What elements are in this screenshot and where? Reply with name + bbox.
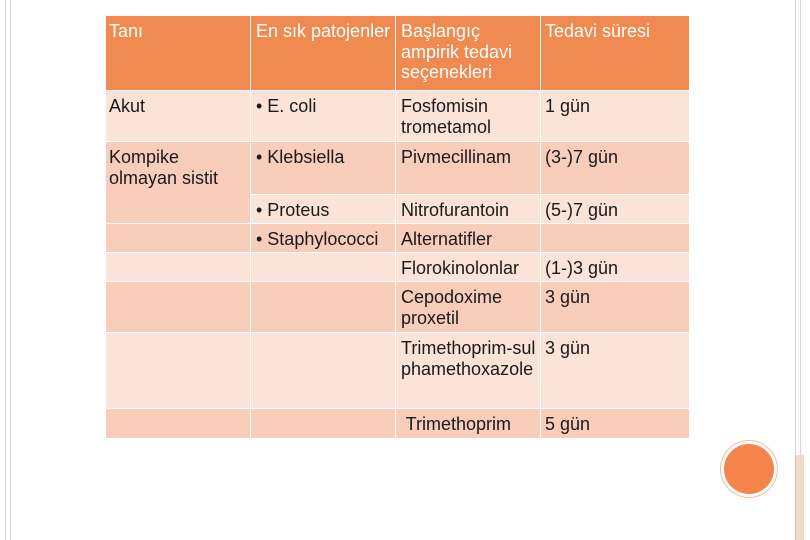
table-cell: • E. coli: [251, 91, 396, 142]
treatment-table: [105, 15, 690, 439]
table-row: [106, 333, 690, 409]
table-row: [106, 142, 690, 195]
table-cell: 3 gün: [541, 282, 690, 333]
table-cell: Trimethoprim: [396, 409, 541, 439]
table-cell: [106, 224, 251, 253]
table-cell: [106, 333, 251, 409]
table-cell: • Proteus: [251, 195, 396, 224]
table-cell: [106, 409, 251, 439]
table-cell: (5-)7 gün: [541, 195, 690, 224]
table-row: [106, 409, 690, 439]
table-cell: • Staphylococci: [251, 224, 396, 253]
table-cell: [251, 253, 396, 282]
table-cell: [251, 333, 396, 409]
decorative-circle: [724, 444, 774, 494]
table-row: [106, 253, 690, 282]
header-tedavi-suresi: Tedavi süresi: [541, 16, 690, 91]
table-cell: Akut: [106, 91, 251, 142]
table-row: [106, 91, 690, 142]
table-cell: Nitrofurantoin: [396, 195, 541, 224]
header-patojenler: En sık patojenler: [251, 16, 396, 91]
right-frame-border: [795, 0, 801, 540]
table-cell: 3 gün: [541, 333, 690, 409]
table-cell: 1 gün: [541, 91, 690, 142]
table-cell: [251, 409, 396, 439]
table-cell: Fosfomisin trometamol: [396, 91, 541, 142]
table-cell: (3-)7 gün: [541, 142, 690, 195]
table-row: [106, 224, 690, 253]
table-cell: [251, 282, 396, 333]
table-cell: Alternatifler: [396, 224, 541, 253]
table-cell: [106, 253, 251, 282]
table-cell: (1-)3 gün: [541, 253, 690, 282]
table-cell: Cepodoxime proxetil: [396, 282, 541, 333]
table-cell: • Klebsiella: [251, 142, 396, 195]
table-cell: Trimethoprim-sulphamethoxazole: [396, 333, 541, 409]
table-cell: [106, 282, 251, 333]
header-tani: Tanı: [106, 16, 251, 91]
left-frame-border: [5, 0, 11, 540]
table-cell: [541, 224, 690, 253]
table-cell: 5 gün: [541, 409, 690, 439]
table-header-row: [106, 16, 690, 91]
header-tedavi-secenekleri: Başlangıç ampirik tedavi seçenekleri: [396, 16, 541, 91]
table-cell: Kompike olmayan sistit: [106, 142, 251, 224]
table-cell: Florokinolonlar: [396, 253, 541, 282]
table-row: [106, 282, 690, 333]
table-cell: Pivmecillinam: [396, 142, 541, 195]
